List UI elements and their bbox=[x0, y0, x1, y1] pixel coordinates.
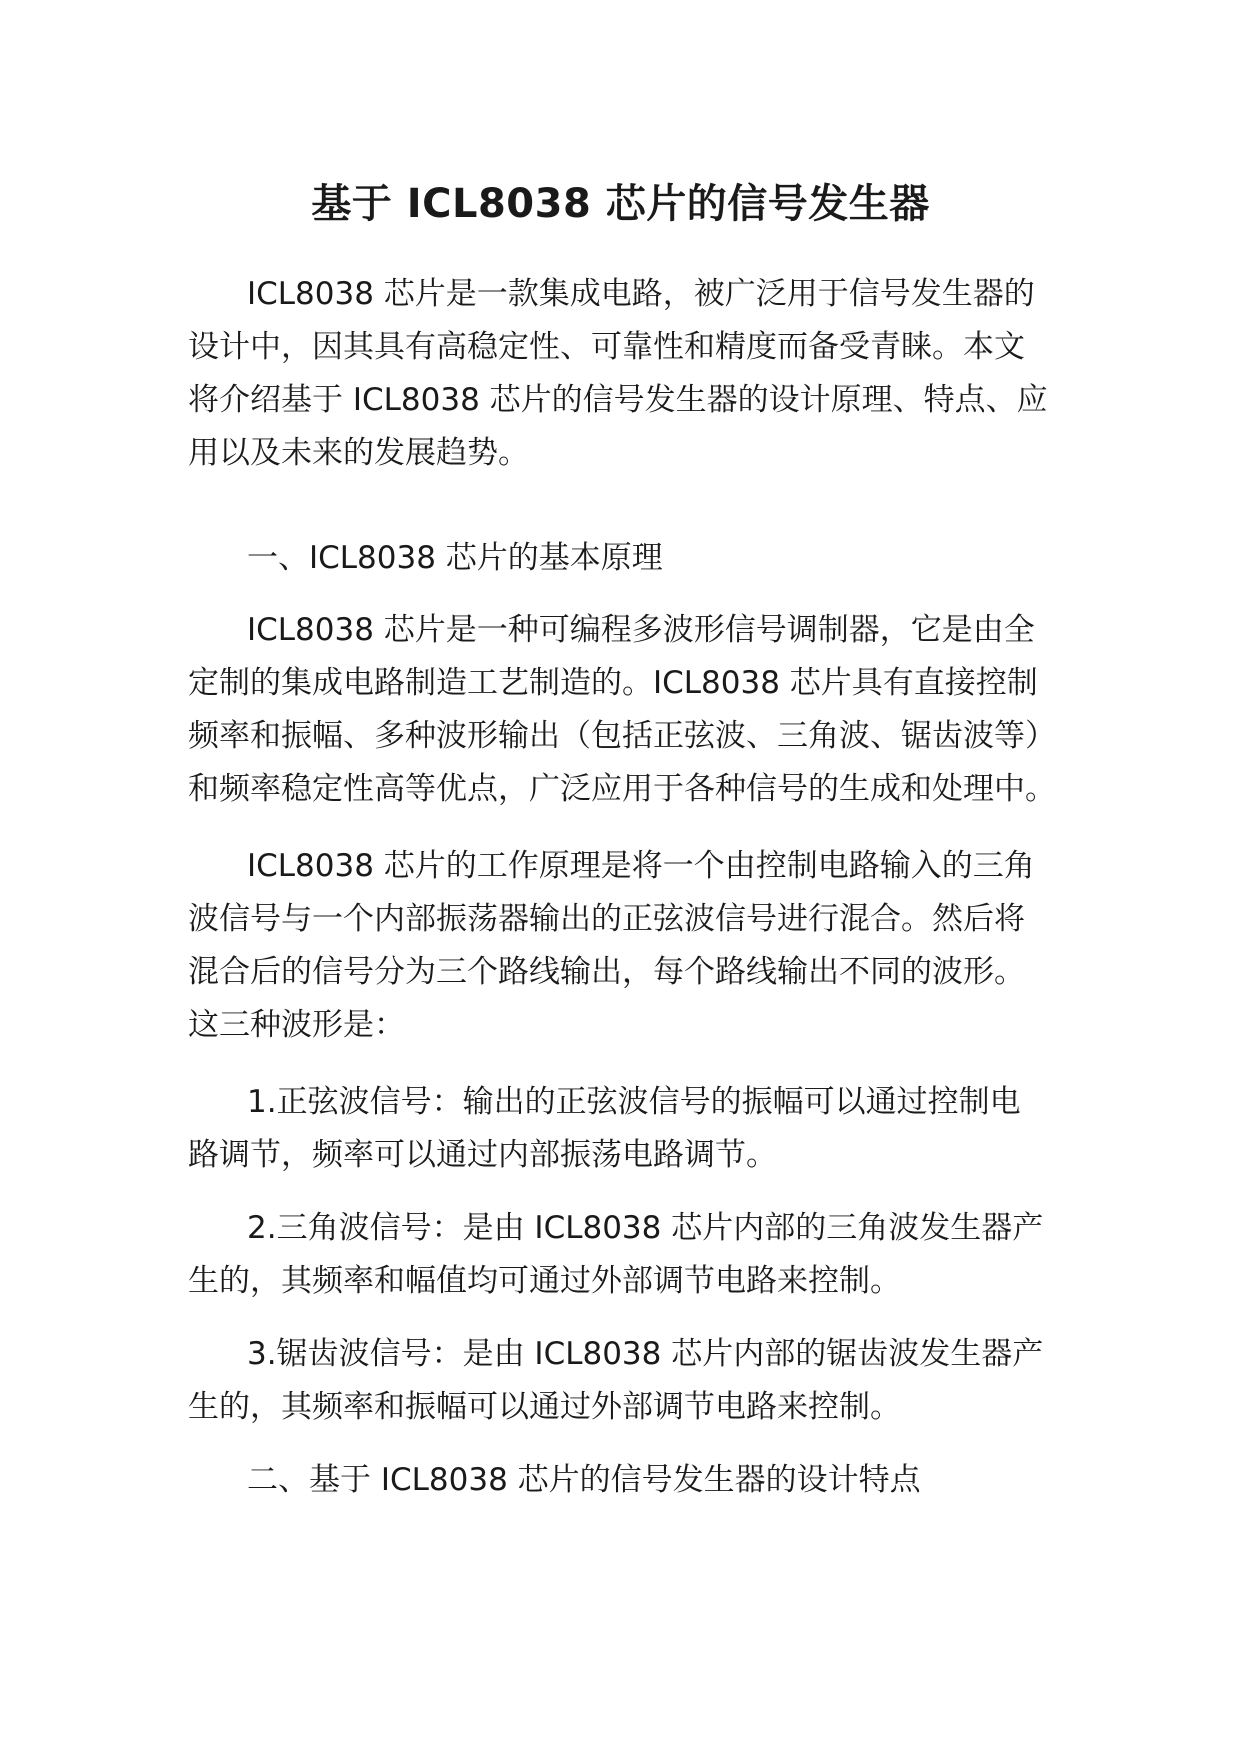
paragraph-line: 生的，其频率和幅值均可通过外部调节电路来控制。 bbox=[188, 1263, 901, 1299]
section-heading-1 bbox=[188, 532, 1088, 585]
paragraph-line: 定制的集成电路制造工艺制造的。ICL8038 芯片具有直接控制 bbox=[188, 665, 1038, 701]
section-heading-2 bbox=[188, 1454, 1088, 1507]
paragraph-line: ICL8038 芯片是一款集成电路，被广泛用于信号发生器的 bbox=[247, 276, 1035, 312]
section-heading-text: 一、ICL8038 芯片的基本原理 bbox=[247, 540, 663, 576]
paragraph-working-principle bbox=[188, 840, 1088, 1052]
list-item-triangle bbox=[188, 1202, 1088, 1308]
paragraph-line: 将介绍基于 ICL8038 芯片的信号发生器的设计原理、特点、应 bbox=[188, 382, 1048, 418]
paragraph-line: 混合后的信号分为三个路线输出，每个路线输出不同的波形。 bbox=[188, 954, 1025, 990]
paragraph-line: 1.正弦波信号：输出的正弦波信号的振幅可以通过控制电 bbox=[247, 1084, 1021, 1120]
paragraph-line: 生的，其频率和振幅可以通过外部调节电路来控制。 bbox=[188, 1389, 901, 1425]
paragraph-line: 路调节，频率可以通过内部振荡电路调节。 bbox=[188, 1137, 777, 1173]
document-title: 基于 ICL8038 芯片的信号发生器 bbox=[311, 181, 930, 227]
section-heading-text: 二、基于 ICL8038 芯片的信号发生器的设计特点 bbox=[247, 1462, 921, 1498]
paragraph-line: 波信号与一个内部振荡器输出的正弦波信号进行混合。然后将 bbox=[188, 901, 1025, 937]
paragraph-basic-principle bbox=[188, 604, 1088, 816]
list-item-sine bbox=[188, 1076, 1088, 1182]
paragraph-line: ICL8038 芯片是一种可编程多波形信号调制器，它是由全 bbox=[247, 612, 1035, 648]
paragraph-line: 2.三角波信号：是由 ICL8038 芯片内部的三角波发生器产 bbox=[247, 1210, 1044, 1246]
list-item-sawtooth bbox=[188, 1328, 1088, 1434]
paragraph-line: 用以及未来的发展趋势。 bbox=[188, 435, 529, 471]
paragraph-line: 和频率稳定性高等优点，广泛应用于各种信号的生成和处理中。 bbox=[188, 771, 1056, 807]
paragraph-line: 频率和振幅、多种波形输出（包括正弦波、三角波、锯齿波等） bbox=[188, 718, 1056, 754]
paragraph-line: 这三种波形是： bbox=[188, 1007, 405, 1043]
paragraph-line: 3.锯齿波信号：是由 ICL8038 芯片内部的锯齿波发生器产 bbox=[247, 1336, 1044, 1372]
paragraph-line: 设计中，因其具有高稳定性、可靠性和精度而备受青睐。本文 bbox=[188, 329, 1025, 365]
paragraph-line: ICL8038 芯片的工作原理是将一个由控制电路输入的三角 bbox=[247, 848, 1035, 884]
paragraph-intro bbox=[188, 268, 1088, 480]
